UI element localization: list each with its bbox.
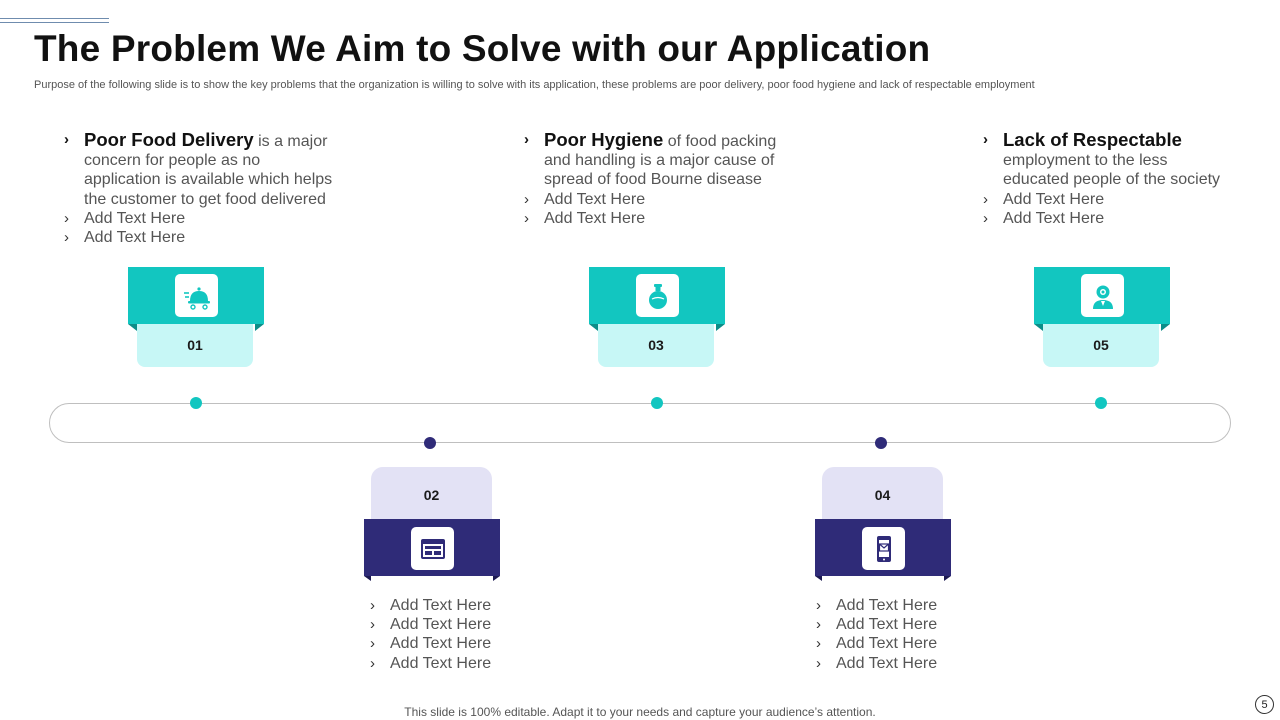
step-02-text xyxy=(370,596,491,673)
employee-person-icon xyxy=(1081,274,1124,317)
ribbon-fold xyxy=(364,576,371,581)
step-04-card xyxy=(815,467,951,581)
browser-window-icon xyxy=(411,527,454,570)
food-delivery-bell-icon xyxy=(175,274,218,317)
timeline-dot-04 xyxy=(875,437,887,449)
ribbon-fold xyxy=(589,324,598,331)
step-05-text xyxy=(983,130,1220,228)
step-01-lead-line: is a major xyxy=(253,133,328,150)
step-02-bullet: › Add Text Here xyxy=(370,654,492,672)
chevron-right-icon: › xyxy=(370,616,375,634)
timeline-dot-01 xyxy=(190,397,202,409)
step-01-text xyxy=(64,130,332,247)
step-01-lead-line: application is available which helps xyxy=(84,171,333,189)
chevron-right-icon: › xyxy=(816,654,821,672)
ribbon-fold xyxy=(128,324,137,331)
step-03-bullet: › Add Text Here xyxy=(524,209,646,227)
timeline-dot-02 xyxy=(424,437,436,449)
ribbon-fold xyxy=(255,324,264,331)
step-02-bullet: › Add Text Here xyxy=(370,616,492,634)
timeline-dot-05 xyxy=(1095,397,1107,409)
step-05-lead-line: educated people of the society xyxy=(1003,171,1221,189)
step-04-bullet: › Add Text Here xyxy=(816,616,938,634)
ribbon-fold xyxy=(716,324,725,331)
chevron-right-icon: › xyxy=(816,616,821,634)
step-01-heading: Poor Food Delivery xyxy=(84,129,254,150)
chevron-right-icon: › xyxy=(816,635,821,653)
step-02-number: 02 xyxy=(423,487,440,503)
step-03-number: 03 xyxy=(648,337,664,353)
step-01-number: 01 xyxy=(187,337,203,353)
step-02-bullet: › Add Text Here xyxy=(370,597,492,614)
chevron-right-icon: › xyxy=(524,209,529,227)
bottle-icon xyxy=(636,274,679,317)
step-05-card xyxy=(1034,267,1170,367)
chevron-right-icon: › xyxy=(983,190,988,208)
step-05-bullet: › Add Text Here xyxy=(983,190,1105,208)
slide-title: The Problem We Aim to Solve with our Application xyxy=(34,28,931,69)
ribbon-fold xyxy=(944,576,951,581)
step-04-number-tab xyxy=(822,467,943,523)
step-04-number: 04 xyxy=(874,487,891,503)
step-03-bullet: › Add Text Here xyxy=(524,190,646,208)
chevron-right-icon: › xyxy=(64,131,69,148)
step-05-bullet: › Add Text Here xyxy=(983,209,1105,227)
step-03-number-tab xyxy=(598,323,714,367)
step-01-bullet: › Add Text Here xyxy=(64,229,186,247)
step-05-number: 05 xyxy=(1093,337,1109,353)
step-01-bullet: › Add Text Here xyxy=(64,209,186,227)
decorative-line xyxy=(0,22,109,23)
step-05-heading: Lack of Respectable xyxy=(1003,129,1182,150)
decorative-line xyxy=(0,18,109,19)
step-01-lead xyxy=(64,130,332,151)
chevron-right-icon: › xyxy=(64,209,69,227)
step-03-lead-line: of food packing xyxy=(663,133,777,150)
step-04-text xyxy=(816,596,937,673)
step-01-lead-line: the customer to get food delivered xyxy=(84,190,326,208)
step-02-card xyxy=(364,467,500,581)
ribbon-fold xyxy=(1034,324,1043,331)
step-04-bullet: › Add Text Here xyxy=(816,635,938,653)
step-05-lead xyxy=(983,130,1220,151)
chevron-right-icon: › xyxy=(524,190,529,208)
chevron-right-icon: › xyxy=(816,597,821,614)
page-number: 5 xyxy=(1255,695,1274,714)
chevron-right-icon: › xyxy=(64,229,69,247)
step-05-number-tab xyxy=(1043,323,1159,367)
step-01-lead-line: concern for people as no xyxy=(84,152,261,170)
chevron-right-icon: › xyxy=(370,597,375,614)
chevron-right-icon: › xyxy=(370,635,375,653)
step-02-number-tab xyxy=(371,467,492,523)
step-01-number-tab xyxy=(137,323,253,367)
step-03-text xyxy=(524,130,776,228)
step-03-heading: Poor Hygiene xyxy=(544,129,664,150)
mobile-message-icon xyxy=(862,527,905,570)
step-03-lead-line: spread of food Bourne disease xyxy=(544,171,762,189)
chevron-right-icon: › xyxy=(983,131,988,148)
timeline-track xyxy=(49,403,1231,443)
slide-footer: This slide is 100% editable. Adapt it to your needs and capture your audience’s attention. xyxy=(404,705,876,719)
ribbon-fold xyxy=(1161,324,1170,331)
step-02-bullet: › Add Text Here xyxy=(370,635,492,653)
chevron-right-icon: › xyxy=(370,654,375,672)
step-04-bullet: › Add Text Here xyxy=(816,654,938,672)
chevron-right-icon: › xyxy=(983,209,988,227)
step-05-lead-line: employment to the less xyxy=(1003,152,1168,170)
timeline-dot-03 xyxy=(651,397,663,409)
step-03-lead-line: and handling is a major cause of xyxy=(544,152,775,170)
step-03-lead xyxy=(524,130,776,151)
slide-subtitle: Purpose of the following slide is to show the key problems that the organization is willing to solve with its application, these problems are poor delivery, poor food hygiene and lack of respectable employment xyxy=(34,79,1035,91)
step-03-card xyxy=(589,267,725,367)
step-01-card xyxy=(128,267,264,367)
step-04-bullet: › Add Text Here xyxy=(816,597,938,614)
ribbon-fold xyxy=(815,576,822,581)
chevron-right-icon: › xyxy=(524,131,529,148)
ribbon-fold xyxy=(493,576,500,581)
